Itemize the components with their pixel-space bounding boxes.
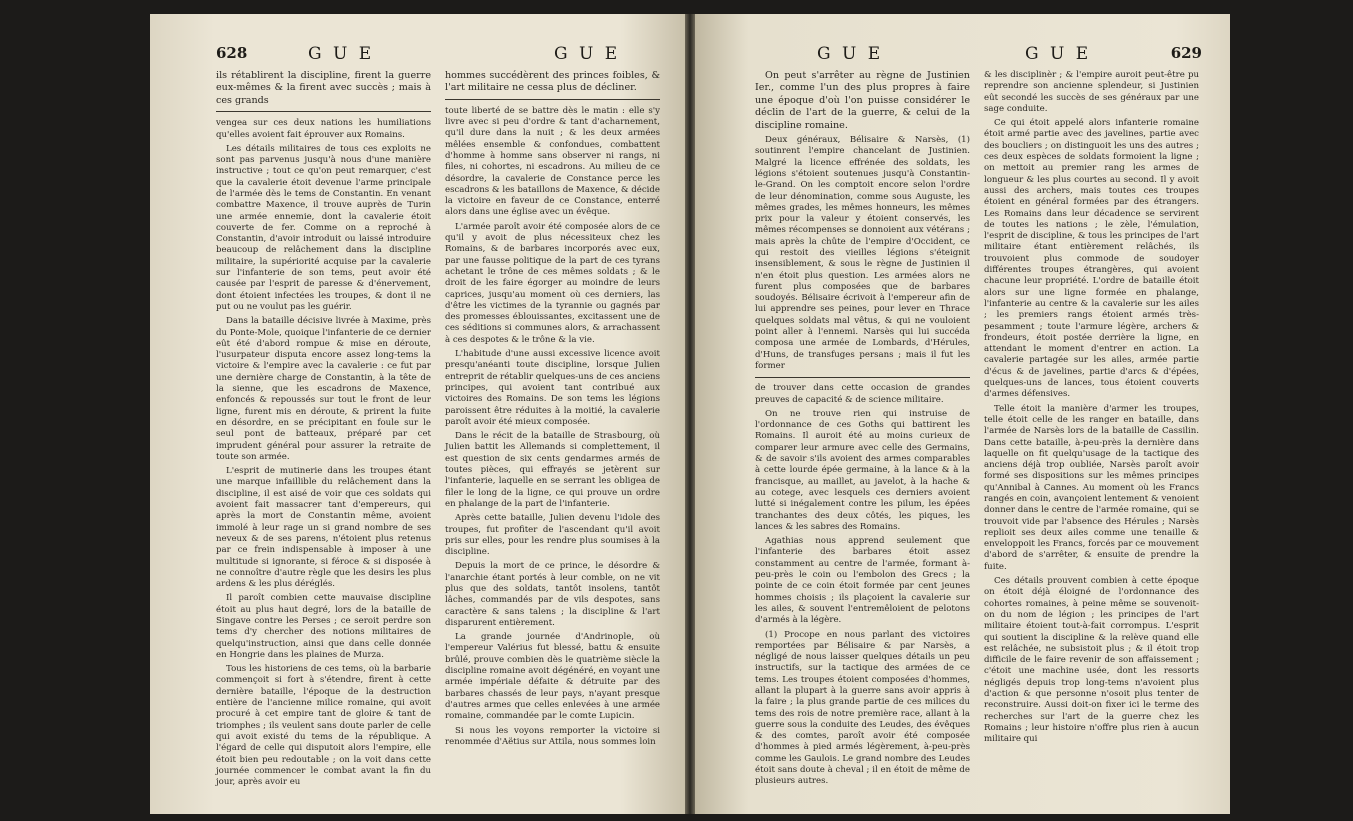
paragraph: La grande journée d'Andrinople, où l'empereur Valérius fut blessé, battu & ensuite brûlé, prouve combien dès le quatrième siècle la discipline romaine avoit dégénéré, en voyant une armée impériale défaite & détruite par des barbares chassés de leur pays, n'ayant presque d'autres armes que celles enlevées à une armée romaine, commandée par le comte Lupicin. <box>445 632 660 722</box>
divider <box>445 99 660 100</box>
open-book <box>150 14 1230 814</box>
header-word: G U E <box>308 44 375 64</box>
paragraph: Ces détails prouvent combien à cette époque on étoit déjà éloigné de l'ordonnance des cohortes romaines, à peine même se souvenoit-on du nom de légion ; les principes de l'art militaire étoient tout-à-fait corrompus. L'esprit qui soutient la discipline & la relève quand elle est relâchée, ne subsistoit plus ; & il étoit trop difficile de le faire revenir de son affaissement ; c'étoit une machine usée, dont les ressorts négligés depuis trop long-tems n'avoient plus d'action & que personne n'osoit plus tenter de reconstruire. Aussi doit-on fixer ici le terme des recherches sur l'art de la guerre chez les Romains ; leur histoire n'offre plus rien à aucun militaire qui <box>984 576 1199 745</box>
page-number: 629 <box>1170 44 1202 62</box>
header-word: G U E <box>817 44 884 64</box>
paragraph: ils rétablirent la discipline, firent la guerre eux-mêmes & la firent avec succès ; mais à ces grands <box>216 70 431 106</box>
paragraph: toute liberté de se battre dès le matin : elle s'y livre avec si peu d'ordre & tant d'acharnement, qu'il dure dans la nuit ; & les deux armées mêlées ensemble & confondues, combattent d'homme à homme sans observer ni rangs, ni files, ni cohortes, ni escadrons. Au milieu de ce désordre, la cavalerie de Constance perce les escadrons & les bataillons de Maxence, & décide la victoire en faveur de ce Constance, enterré alors dans une église avec un évêque. <box>445 105 660 218</box>
paragraph: Depuis la mort de ce prince, le désordre & l'anarchie étant portés à leur comble, on ne vit plus que des soldats, tantôt insolens, tantôt lâches, commandés par de vils despotes, sans caractère & sans talens ; la discipline & l'art disparurent entièrement. <box>445 561 660 628</box>
divider <box>216 111 431 112</box>
paragraph: Il paroît combien cette mauvaise discipline étoit au plus haut degré, lors de la bataille de Singave contre les Perses ; ce seroit perdre son tems d'y chercher des notions militaires de quelqu'instruction, ainsi que dans celle donnée en Hongrie dans les plaines de Murza. <box>216 593 431 660</box>
paragraph: Après cette bataille, Julien devenu l'idole des troupes, fut profiter de l'ascendant qu'il avoit pris sur elles, pour les rendre plus soumises à la discipline. <box>445 513 660 558</box>
paragraph: Dans le récit de la bataille de Strasbourg, où Julien battit les Allemands si complettement, il est question de six cents gendarmes armés de toutes pièces, qui effrayés se jetèrent sur l'infanterie, laquelle en se serrant les obligea de filer le long de la ligne, ce qui prouve un ordre en phalange de la part de l'infanterie. <box>445 431 660 509</box>
left-running-head <box>216 44 669 66</box>
paragraph: L'habitude d'une aussi excessive licence avoit presqu'anéanti toute discipline, lorsque Julien entreprit de rétablir quelques-uns de ces anciens principes, qui avoient tant contribué aux victoires des Romains. De son tems les légions paroissent être réduites à la moitié, la cavalerie paroît avoir été mieux composée. <box>445 349 660 427</box>
paragraph: Telle étoit la manière d'armer les troupes, telle étoit celle de les ranger en bataille, dans l'armée de Narsès lors de la bataille de Cassilin. Dans cette bataille, à-peu-près la dernière dans laquelle on fit quelqu'usage de la tactique des anciens déjà trop oubliée, Narsès paroît avoir formé ses dispositions sur les mêmes principes qu'Annibal à Cannes. Au moment où les Francs rangés en coin, avançoient lentement & venoient donner dans le centre de l'armée romaine, qui se trouvoit vide par l'absence des Hérules ; Narsès replioit ses deux ailes comme une tenaille & enveloppoit les Francs, forcés par ce mouvement d'abord de s'arrêter, & ensuite de prendre la fuite. <box>984 403 1199 572</box>
footnote: On ne trouve rien qui instruise de l'ordonnance de ces Goths qui battirent les Romains. Il auroit été au moins curieux de comparer leur armure avec celle des Germains, & de savoir s'ils avoient des armes comparables à cette lourde épée germaine, à la lance & à la francisque, au maillet, au javelot, à la hache & au cotege, avec lesquels ces derniers avoient lutté si inégalement contre les pilum, les épées tranchantes des deux côtés, les piques, les lances & les sabres des Romains. <box>755 408 970 532</box>
paragraph: Deux généraux, Bélisaire & Narsès, (1) soutinrent l'empire chancelant de Justinien. Malgré la licence effrénée des soldats, les légions s'étoient soutenues jusqu'à Constantin-le-Grand. On les comptoit encore selon l'ordre de leur dénomination, comme sous Auguste, les mêmes grades, les mêmes honneurs, les mêmes prix pour la valeur y étoient conservés, les mêmes récompenses se donnoient aux vétérans ; mais après la chûte de l'empire d'Occident, ce qui restoit des vieilles légions s'éteignit insensiblement, & sous le règne de Justinien il n'en étoit plus question. Les armées alors ne furent plus composées que de barbares soudoyés. Bélisaire écrivoit à l'empereur afin de lui apprendre ses peines, pour lever en Thrace quelques soldats mal vêtus, & qui ne vouloient point aller à l'ennemi. Narsès qui lui succéda composa une armée de Lombards, d'Hérules, d'Huns, de transfuges persans ; mais il fut les former <box>755 135 970 371</box>
paragraph: Tous les historiens de ces tems, où la barbarie commençoit si fort à s'étendre, firent à cette dernière bataille, l'époque de la destruction entière de l'ancienne milice romaine, qui avoit procuré à cet empire tant de gloire & tant de triomphes ; ils veulent sans doute parler de celle qui avoit existé du tems de la république. A l'égard de celle qui disputoit alors l'empire, elle étoit bien peu redoutable ; on la voit dans cette journée commencer le combat avant la fin du jour, après avoir eu <box>216 664 431 788</box>
paragraph: On peut s'arrêter au règne de Justinien Ier., comme l'un des plus propres à faire une époque d'où l'on puisse considérer le déclin de l'art de la guerre, & celui de la discipline romaine. <box>755 70 970 131</box>
footnote: de trouver dans cette occasion de grandes preuves de capacité & de science militaire. <box>755 383 970 405</box>
footnote-divider <box>755 377 970 378</box>
right-column-1 <box>755 70 970 791</box>
left-column-2 <box>445 70 660 791</box>
header-word: G U E <box>1025 44 1092 64</box>
paragraph: Dans la bataille décisive livrée à Maxime, près du Ponte-Mole, quoique l'infanterie de ce dernier eût été d'abord rompue & mise en déroute, l'usurpateur disputa encore assez long-tems la victoire & l'empire avec la cavalerie : ce fut par une dernière charge de Constantin, à la tête de la sienne, que les escadrons de Maxence, enfoncés & repoussés sur tout le front de leur ligne, furent mis en déroute, & prirent la fuite en désordre, en se précipitant en foule sur le seul pont de batteaux, préparé par cet imprudent général pour assurer la retraite de toute son armée. <box>216 316 432 462</box>
paragraph: & les disciplinèr ; & l'empire auroit peut-être pu reprendre son ancienne splendeur, si Justinien eût secondé les succès de ses généraux par une sage conduite. <box>984 70 1199 114</box>
left-column-1 <box>216 70 431 791</box>
right-running-head <box>755 44 1202 66</box>
left-page <box>150 14 685 814</box>
header-word: G U E <box>554 44 621 64</box>
paragraph: L'esprit de mutinerie dans les troupes étant une marque infaillible du relâchement dans la discipline, il est aisé de voir que ces soldats qui avoient fait massacrer tant d'empereurs, qui après la mort de Constantin même, avoient immolé à leur rage un si grand nombre de ses neveux & de ses parens, n'étoient plus retenus par ce frein indispensable à imposer à une multitude si ignorante, si féroce & si disposée à ne connoître d'autre règle que les desirs les plus ardens & les plus déréglés. <box>216 466 431 590</box>
right-page <box>695 14 1230 814</box>
paragraph: Ce qui étoit appelé alors infanterie romaine étoit armé partie avec des javelines, partie avec des boucliers ; on distinguoit les uns des autres ; ces deux espèces de soldats formoient la ligne ; on mettoit au premier rang les armes de longueur & les plus courtes au second. Il y avoit aussi des archers, mais toutes ces troupes étoient en général formées par des étrangers. Les Romains dans leur décadence se servirent de toutes les nations ; le zèle, l'émulation, l'esprit de discipline, & tous les principes de l'art militaire étant entièrement relâchés, ils trouvoient plus commode de soudoyer différentes troupes étrangères, qui avoient chacune leur propriété. L'ordre de bataille étoit alors sur une ligne formée en phalange, l'infanterie au centre & la cavalerie sur les ailes ; les premiers rangs étoient armés très-pesamment ; toute l'armure légère, archers & frondeurs, étoit postée derrière la ligne, en attendant le moment d'entrer en action. La cavalerie partagée sur les ailes, armée partie d'écus & de javelines, partie d'arcs & d'épées, quelques-uns de lances, tous étoient couverts d'armes défensives. <box>984 118 1199 400</box>
paragraph: hommes succédèrent des princes foibles, & l'art militaire ne cessa plus de décliner. <box>445 70 660 94</box>
paragraph: L'armée paroît avoir été composée alors de ce qu'il y avoit de plus nécessiteux chez les Romains, & de barbares incorporés avec eux, par une fausse politique de la part de ces tyrans achetant le trône de ces mêmes soldats ; & le droit de les faire égorger au moindre de leurs caprices, jusqu'au moment où ces derniers, las d'être les victimes de la tyrannie ou gagnés par des promesses éblouissantes, excitassent une de ces séditions si communes alors, & arrachassent à ces despotes & le trône & la vie. <box>445 221 660 345</box>
right-column-2 <box>984 70 1199 791</box>
footnote: (1) Procope en nous parlant des victoires remportées par Bélisaire & par Narsès, a négligé de nous laisser quelques détails un peu instructifs, sur la tactique des armées de ce tems. Les troupes étoient composées d'hommes, allant la plupart à la guerre sans avoir appris à la faire ; la plus grande partie de ces milices du tems des rois de notre première race, allant à la guerre sous la conduite des Leudes, des évêques & des comtes, paroît avoir été composée d'hommes à pied armés légèrement, à-peu-près comme les Gaulois. Le grand nombre des Leudes étoit sans doute à cheval ; il en étoit de même de plusieurs autres. <box>755 629 970 787</box>
page-number: 628 <box>216 44 248 62</box>
book-gutter <box>685 14 695 814</box>
paragraph: Les détails militaires de tous ces exploits ne sont pas parvenus jusqu'à nous d'une manière instructive ; tout ce qu'on peut remarquer, c'est que la cavalerie étoit devenue l'arme principale de l'armée dès le tems de Constantin. En venant combattre Maxence, il trouve auprès de Turin une armée ennemie, dont la cavalerie étoit couverte de fer. Comme on a reproché à Constantin, d'avoir introduit ou laissé introduire beaucoup de relâchement dans la discipline militaire, la supériorité acquise par la cavalerie sur l'infanterie de son tems, peut avoir été causée par l'esprit de paresse & d'énervement, dont étoient infectées les troupes, & dont il ne put ou ne voulut pas les guérir. <box>216 143 431 312</box>
footnote: Agathias nous apprend seulement que l'infanterie des barbares étoit assez constamment au centre de l'armée, formant à-peu-près le coin ou l'embolon des Grecs ; la pointe de ce coin étoit formée par cent jeunes hommes choisis ; ils plaçoient la cavalerie sur les ailes, & souvent l'entremêloient de pelotons d'armés à la légère. <box>755 536 970 626</box>
paragraph: vengea sur ces deux nations les humiliations qu'elles avoient fait éprouver aux Romains. <box>216 118 431 140</box>
paragraph: Si nous les voyons remporter la victoire si renommée d'Aëtius sur Attila, nous sommes loin <box>445 725 660 747</box>
